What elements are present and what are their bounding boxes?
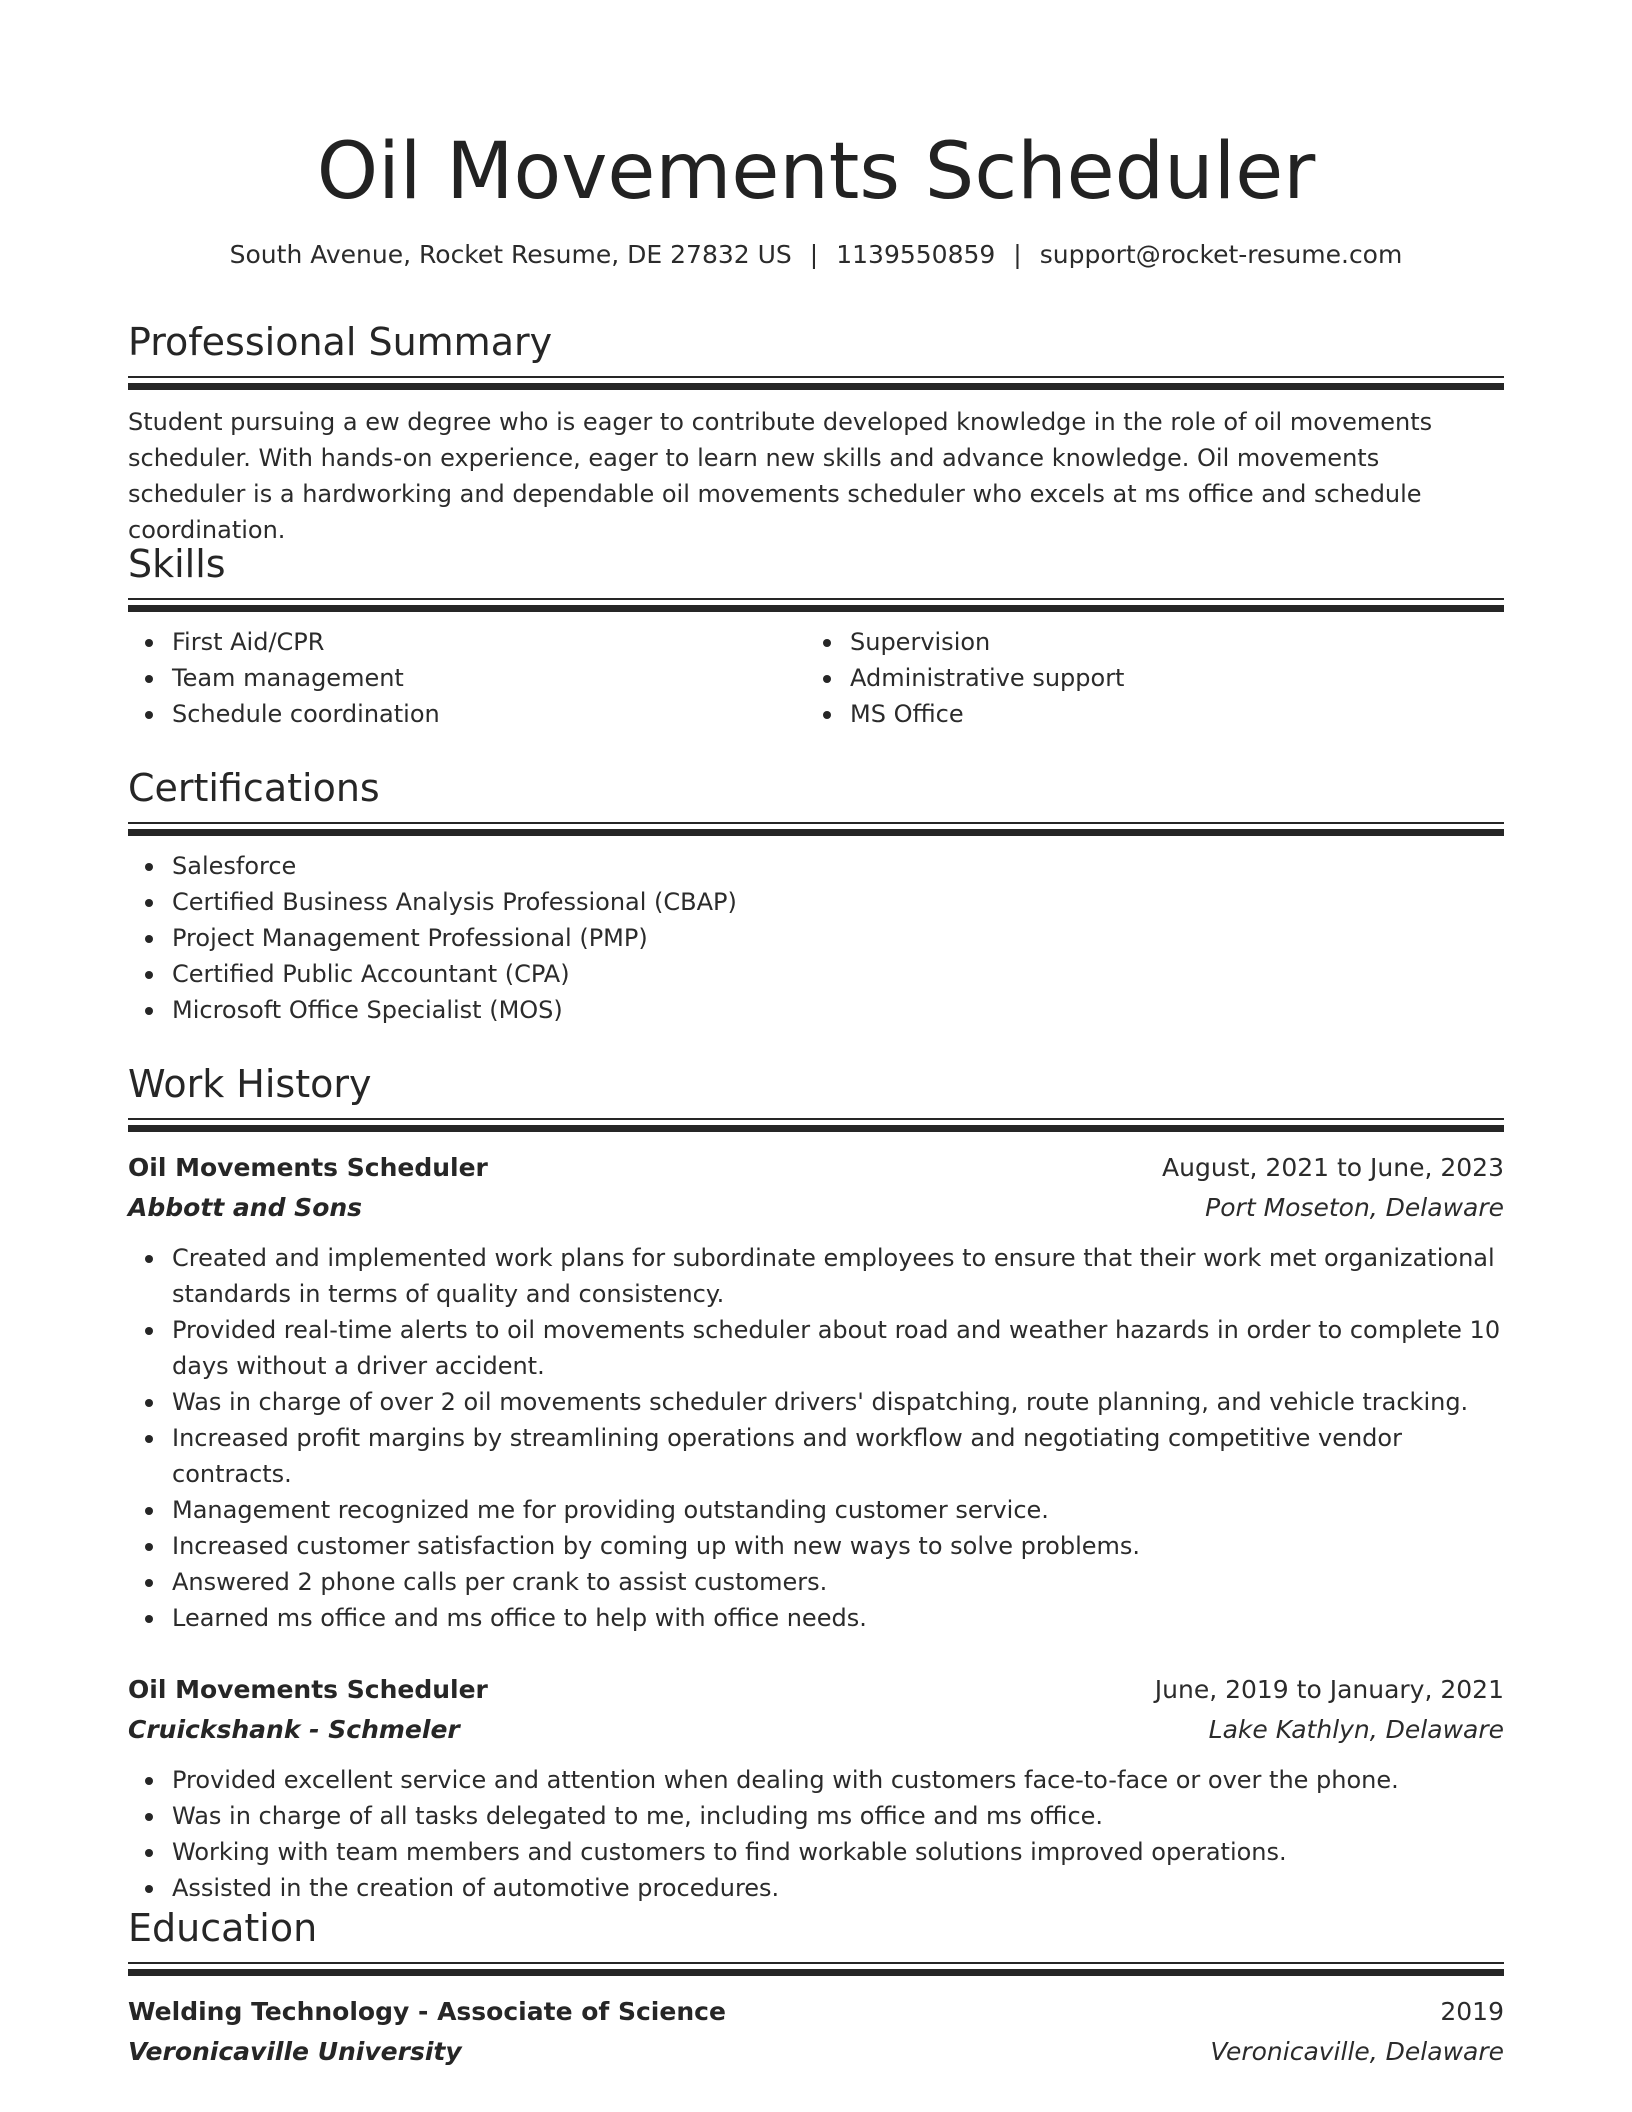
skill-item: First Aid/CPR — [172, 624, 806, 660]
skill-item: Team management — [172, 660, 806, 696]
job-bullet: Increased profit margins by streamlining operations and workflow and negotiating competitive vendor contracts. — [172, 1420, 1504, 1492]
job-bullet: Provided real-time alerts to oil movements scheduler about road and weather hazards in order to complete 10 days without a driver accident. — [172, 1312, 1504, 1384]
skill-item: Supervision — [850, 624, 1484, 660]
job-company: Abbott and Sons — [128, 1193, 363, 1222]
skills-list-right — [806, 624, 1484, 732]
section-rule-thick — [128, 1969, 1504, 1976]
job-dates: June, 2019 to January, 2021 — [1154, 1675, 1504, 1704]
certification-item: Microsoft Office Specialist (MOS) — [172, 992, 1504, 1028]
section-title-work-history: Work History — [128, 1062, 372, 1106]
education-school-row — [128, 2032, 1504, 2072]
section-rule-thin — [128, 1118, 1504, 1120]
job-location: Lake Kathlyn, Delaware — [1208, 1715, 1504, 1744]
skills-grid — [128, 612, 1504, 732]
job-bullet: Provided excellent service and attention when dealing with customers face-to-face or over the phone. — [172, 1762, 1504, 1798]
certification-item: Project Management Professional (PMP) — [172, 920, 1504, 956]
certification-item: Salesforce — [172, 848, 1504, 884]
job-bullet: Learned ms office and ms office to help with office needs. — [172, 1600, 1504, 1636]
contact-separator: | — [809, 240, 819, 269]
education-location: Veronicaville, Delaware — [1210, 2037, 1504, 2066]
section-rule-thin — [128, 1962, 1504, 1964]
contact-phone: 1139550859 — [836, 240, 996, 269]
job-dates: August, 2021 to June, 2023 — [1162, 1153, 1504, 1182]
skills-list-left — [128, 624, 806, 732]
section-title-summary: Professional Summary — [128, 320, 553, 364]
job-header-row — [128, 1148, 1504, 1188]
skill-item: MS Office — [850, 696, 1484, 732]
skill-item: Administrative support — [850, 660, 1484, 696]
job-bullet: Was in charge of over 2 oil movements scheduler drivers' dispatching, route planning, and vehicle tracking. — [172, 1384, 1504, 1420]
section-rule-thin — [128, 598, 1504, 600]
section-rule-thick — [128, 829, 1504, 836]
section-rule-thick — [128, 605, 1504, 612]
section-rule-thick — [128, 383, 1504, 390]
job-header-row — [128, 1670, 1504, 1710]
job-bullet: Assisted in the creation of automotive procedures. — [172, 1870, 1504, 1906]
section-title-skills: Skills — [128, 542, 226, 586]
job-bullet: Increased customer satisfaction by coming up with new ways to solve problems. — [172, 1528, 1504, 1564]
job-title: Oil Movements Scheduler — [128, 1153, 488, 1182]
job-company-row — [128, 1710, 1504, 1750]
job-entry — [128, 1670, 1504, 1906]
skill-item: Schedule coordination — [172, 696, 806, 732]
education-degree: Welding Technology - Associate of Science — [128, 1997, 726, 2026]
contact-email: support@rocket-resume.com — [1039, 240, 1403, 269]
candidate-name: Oil Movements Scheduler — [316, 127, 1316, 217]
section-title-certifications: Certifications — [128, 766, 380, 810]
job-bullet: Working with team members and customers to find workable solutions improved operations. — [172, 1834, 1504, 1870]
contact-address: South Avenue, Rocket Resume, DE 27832 US — [229, 240, 792, 269]
summary-section — [128, 318, 1504, 548]
section-rule-thick — [128, 1125, 1504, 1132]
education-entry — [128, 1992, 1504, 2072]
education-year: 2019 — [1440, 1997, 1504, 2026]
section-title-education: Education — [128, 1906, 318, 1950]
job-bullet: Answered 2 phone calls per crank to assist customers. — [172, 1564, 1504, 1600]
job-entry — [128, 1148, 1504, 1636]
job-bullet: Was in charge of all tasks delegated to me, including ms office and ms office. — [172, 1798, 1504, 1834]
job-bullets — [128, 1240, 1504, 1636]
skills-section — [128, 540, 1504, 732]
job-bullet: Management recognized me for providing outstanding customer service. — [172, 1492, 1504, 1528]
job-company: Cruickshank - Schmeler — [128, 1715, 460, 1744]
education-school: Veronicaville University — [128, 2037, 462, 2066]
certification-item: Certified Public Accountant (CPA) — [172, 956, 1504, 992]
certification-item: Certified Business Analysis Professional (CBAP) — [172, 884, 1504, 920]
section-rule-thin — [128, 822, 1504, 824]
resume-page — [128, 0, 1504, 2066]
summary-text: Student pursuing a ew degree who is eager to contribute developed knowledge in the role of oil movements scheduler. With hands-on experience, eager to learn new skills and advance knowledge. Oil movements scheduler is a hardworking and dependable oil movements scheduler who excels at ms office and schedule coordination. — [128, 408, 1433, 544]
education-section — [128, 1904, 1504, 2072]
job-title: Oil Movements Scheduler — [128, 1675, 488, 1704]
education-header-row — [128, 1992, 1504, 2032]
certifications-section — [128, 764, 1504, 1028]
job-bullet: Created and implemented work plans for subordinate employees to ensure that their work met organizational standards in terms of quality and consistency. — [172, 1240, 1504, 1312]
job-bullets — [128, 1762, 1504, 1906]
job-company-row — [128, 1188, 1504, 1228]
certifications-list — [128, 848, 1504, 1028]
contact-separator: | — [1013, 240, 1022, 269]
job-location: Port Moseton, Delaware — [1205, 1193, 1504, 1222]
section-rule-thin — [128, 376, 1504, 378]
contact-line — [128, 238, 1504, 272]
work-history-section — [128, 1060, 1504, 1906]
